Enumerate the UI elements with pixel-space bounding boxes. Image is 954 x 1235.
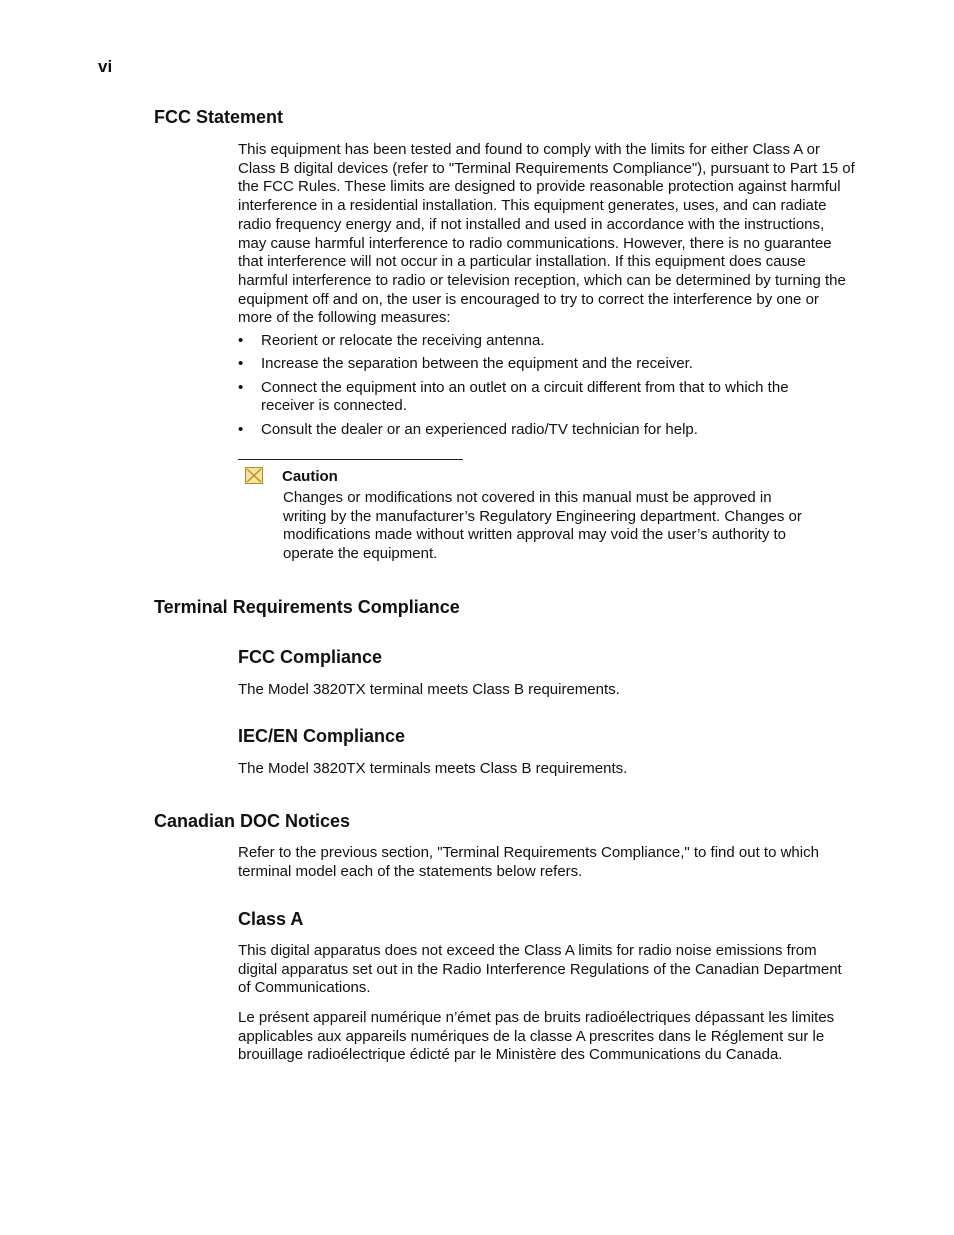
caution-divider: [238, 459, 463, 460]
class-a-heading: Class A: [238, 909, 304, 929]
measure-text: Connect the equipment into an outlet on a circuit different from that to which the receiver is connected.: [261, 378, 789, 415]
fcc-compliance-body: The Model 3820TX terminal meets Class B requirements.: [238, 681, 620, 698]
class-a-english: This digital apparatus does not exceed the Class A limits for radio noise emissions from digital apparatus set out in the Radio Interference Regulations of the Canadian Department of Communications.: [238, 942, 842, 997]
list-item: [238, 355, 838, 374]
caution-title: Caution: [282, 468, 338, 485]
fcc-compliance-heading: FCC Compliance: [238, 647, 383, 667]
list-item: [238, 332, 838, 351]
canadian-doc-heading: Canadian DOC Notices: [154, 811, 351, 831]
measure-text: Consult the dealer or an experienced radio/TV technician for help.: [261, 420, 698, 438]
page-number: vi: [98, 57, 113, 76]
terminal-requirements-heading: Terminal Requirements Compliance: [154, 597, 460, 617]
caution-body: Changes or modifications not covered in this manual must be approved in writing by the manufacturer’s Regulatory Engineering department. Changes or modifications made without written approval may void the user’s authority to operate the equipment.: [283, 489, 802, 563]
fcc-statement-body: This equipment has been tested and found to comply with the limits for either Class A or Class B digital devices (refer to "Terminal Requirements Compliance"), pursuant to Part 15 of the FCC Rules. These limits are designed to provide reasonable protection against harmful interference in a residential installation. This equipment generates, uses, and can radiate radio frequency energy and, if not installed and used in accordance with the instructions, may cause harmful interference to radio communications. However, there is no guarantee that interference will not occur in a particular installation. If this equipment does cause harmful interference to radio or television reception, which can be determined by turning the equipment off and on, the user is encouraged to try to correct the interference by one or more of the following measures:: [238, 141, 855, 327]
bullet-symbol: •: [238, 420, 244, 438]
iec-en-compliance-body: The Model 3820TX terminals meets Class B requirements.: [238, 760, 628, 777]
canadian-doc-intro: Refer to the previous section, "Terminal Requirements Compliance," to find out to which terminal model each of the statements below refers.: [238, 844, 819, 880]
fcc-statement-heading: FCC Statement: [154, 107, 284, 127]
bullet-symbol: •: [238, 355, 244, 373]
list-item: [238, 421, 838, 440]
class-a-french: Le présent appareil numérique n’émet pas de bruits radioélectriques dépassant les limites applicables aux appareils numériques de la classe A prescrites dans le Réglement sur le brouillage radioélectrique édicté par le Ministère des Communications du Canada.: [238, 1009, 835, 1064]
measure-text: Reorient or relocate the receiving antenna.: [261, 332, 545, 349]
list-item: [238, 379, 838, 416]
caution-icon: [245, 467, 263, 484]
bullet-symbol: •: [238, 378, 244, 396]
bullet-symbol: •: [238, 332, 244, 349]
interference-measures-list: [238, 332, 838, 444]
iec-en-compliance-heading: IEC/EN Compliance: [238, 726, 406, 746]
measure-text: Increase the separation between the equipment and the receiver.: [261, 355, 693, 373]
